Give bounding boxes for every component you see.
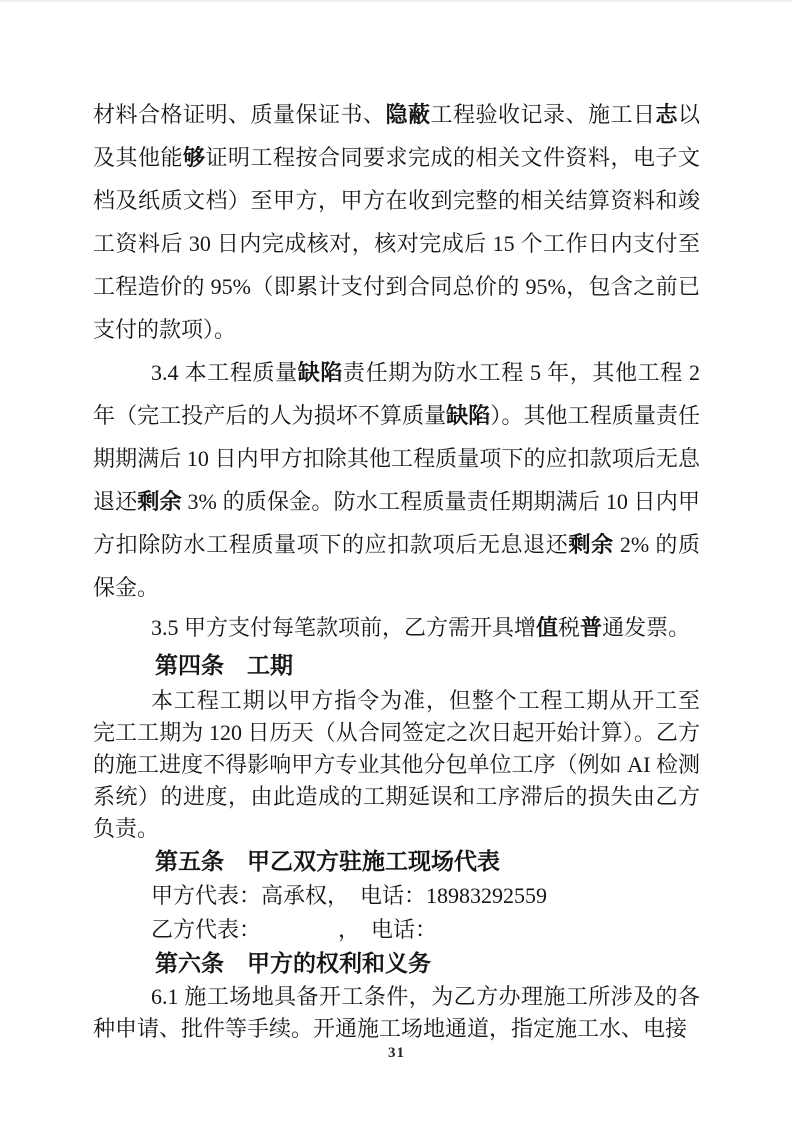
party-b-representative-line: 乙方代表： ， 电话：: [151, 917, 438, 942]
paragraph-clause-3-3-continuation: 材料合格证明、质量保证书、隐蔽工程验收记录、施工日志以及其他能够证明工程按合同要求完成的相关文件资料，电子文档及纸质文档）至甲方，甲方在收到完整的相关结算资料和竣工资料后 30 日内完成核对，核对完成后 15 个工作日内支付至工程造价的 95%（即累计支付到合同总价的 95%，包含之前已支付的款项）。: [93, 102, 700, 342]
paragraph-article-4-body: 本工程工期以甲方指令为准，但整个工程工期从开工至完工工期为 120 日历天（从合同签定之次日起开始计算）。乙方的施工进度不得影响甲方专业其他分包单位工序（例如 AI 检测系统）的进度，由此造成的工期延误和工序滞后的损失由乙方负责。: [93, 688, 700, 841]
paragraph-clause-3-4-defect-liability: 3.4 本工程质量缺陷责任期为防水工程 5 年，其他工程 2 年（完工投产后的人为损坏不算质量缺陷）。其他工程质量责任期期满后 10 日内甲方扣除其他工程质量项下的应扣款项后无息退还剩余 3% 的质保金。防水工程质量责任期期满后 10 日内甲方扣除防水工程质量项下的应扣款项后无息退还剩余 2% 的质保金。: [93, 360, 700, 600]
heading-article-6-party-a-rights-obligations: 第六条 甲方的权利和义务: [155, 951, 431, 976]
paragraph-clause-3-5-invoice: 3.5 甲方支付每笔款项前，乙方需开具增值税普通发票。: [151, 615, 691, 640]
party-a-representative-line: 甲方代表：高承权， 电话：18983292559: [151, 883, 548, 908]
paragraph-clause-6-1-site-conditions: 6.1 施工场地具备开工条件，为乙方办理施工所涉及的各种申请、批件等手续。开通施工场地通道，指定施工水、电接: [93, 984, 700, 1041]
page-number: 31: [388, 1045, 405, 1061]
heading-article-4-duration: 第四条 工期: [155, 653, 293, 678]
heading-article-5-site-representatives: 第五条 甲乙双方驻施工现场代表: [155, 849, 500, 874]
